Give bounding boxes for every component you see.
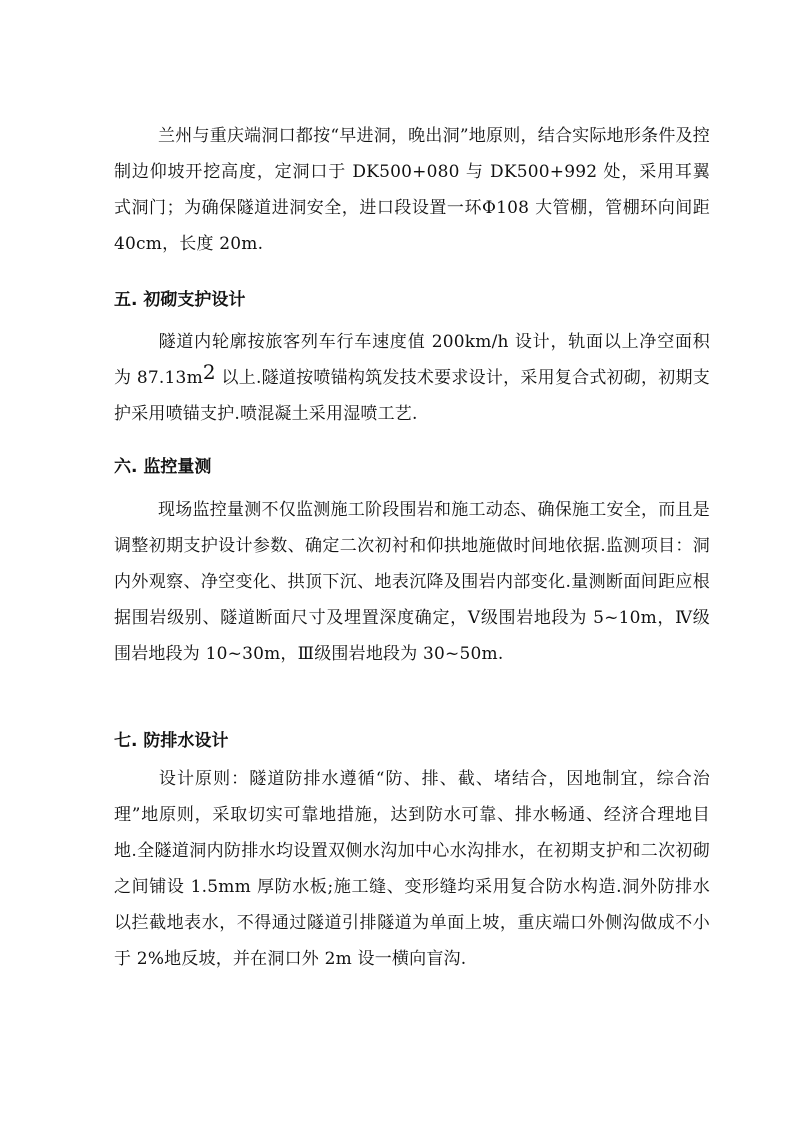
section-6-text: 现场监控量测不仅监测施工阶段围岩和施工动态、确保施工安全，而且是调整初期支护设计参数、确定二次初衬和仰拱地施做时间地依据.监测项目：洞内外观察、净空变化、拱顶下沉、地表沉降及围岩内部变化.量测断面间距应根据围岩级别、隧道断面尺寸及埋置深度确定，Ⅴ级围岩地段为 5~10m，Ⅳ级围岩地段为 10~30m，Ⅲ级围岩地段为 30~50m. [114,500,710,664]
section-7-paragraph [114,761,710,977]
section-7-text: 设计原则：隧道防排水遵循“防、排、截、堵结合，因地制宜，综合治理”地原则，采取切实可靠地措施，达到防水可靠、排水畅通、经济合理地目地.全隧道洞内防排水均设置双侧水沟加中心水沟排水，在初期支护和二次初砌之间铺设 1.5mm 厚防水板;施工缝、变形缝均采用复合防水构造.洞外防排水以拦截地表水，不得通过隧道引排隧道为单面上坡，重庆端口外侧沟做成不小于 2%地反坡，并在洞口外 2m 设一横向盲沟. [114,769,710,969]
section-6-heading: 六. 监控量测 [114,457,212,477]
superscript-2: 2 [202,360,216,384]
portal-paragraph [114,118,710,262]
portal-text: 兰州与重庆端洞口都按“早进洞，晚出洞”地原则，结合实际地形条件及控制边仰坡开挖高度，定洞口于 DK500+080 与 DK500+992 处，采用耳翼式洞门；为确保隧道进洞安全，进口段设置一环Φ108 大管棚，管棚环向间距 40cm，长度 20m. [114,126,710,254]
section-5-text-b: 以上.隧道按喷锚构筑发技术要求设计，采用复合式初砌，初期支护采用喷锚支护.喷混凝土采用湿喷工艺. [114,368,710,424]
section-6-paragraph [114,492,710,672]
section-5-heading: 五. 初砌支护设计 [114,290,246,310]
section-7-heading: 七. 防排水设计 [114,731,229,751]
section-5-paragraph [114,324,710,432]
section-5-text-a: 隧道内轮廓按旅客列车行车速度值 200km/h 设计，轨面以上净空面积为 87.13m [114,332,710,388]
